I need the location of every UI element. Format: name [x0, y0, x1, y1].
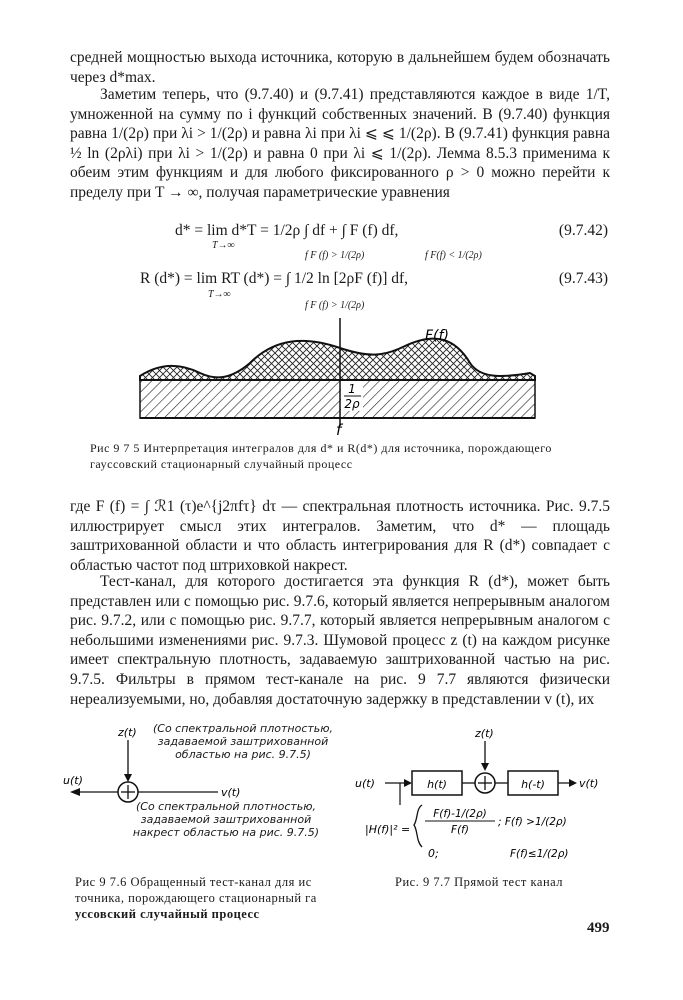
equation-42-number: (9.7.42): [558, 222, 608, 239]
equation-42-range-2: f F(f) < 1/(2ρ): [425, 250, 482, 261]
paragraph-4: Тест-канал, для которого достигается эта функция R (d*), может быть представлен или с помощью рис. 9.7.6, который является непрерывным аналогом рис. 9.7.2, или с помощью рис. 9.7.7, который является непрерывным аналогом с небольшими изменениями рис. 9.7.3. Шумовой процесс z (t) на каждом рисунке имеет спектральную плотность, задаваемую заштрихованной частью на рис. 9.7.5. Фильтры в прямом тест-канале на рис. 9 7.7 являются физически нереализуемыми, но, добавляя достаточную задержку в представлении v (t), их: [70, 573, 610, 708]
figure-9-7-7: [350, 725, 620, 865]
filter-h-reverse-label: h(-t): [521, 778, 545, 791]
equation-43-body: R (d*) = lim RT (d*) = ∫ 1/2 ln [2ρF (f)] df,: [140, 270, 409, 287]
level-label-numerator: 1: [348, 382, 356, 396]
case-1-denominator: F(f): [451, 824, 469, 836]
figure-9-7-6-caption-line-3: уссовский случайный процесс: [75, 907, 260, 921]
figure-9-7-5-caption: Рис 9 7 5 Интерпретация интегралов для d* и R(d*) для источника, порождающего гауссовский стационарный случайный процесс: [90, 441, 552, 471]
figure-9-7-6-caption-line-1: Рис 9 7.6 Обращенный тест-канал для ис: [75, 875, 312, 889]
curve-label: F(f): [425, 328, 449, 344]
equation-42-body: d* = lim d*T = 1/2ρ ∫ df + ∫ F (f) df,: [175, 222, 399, 239]
hatched-region: [140, 380, 535, 418]
paragraph-2: Заметим теперь, что (9.7.40) и (9.7.41) представляются каждое в виде 1/T, умноженной на сумму по i функций собственных значений. В (9.7.40) функция равна 1/(2ρ) при λi > 1/(2ρ) и равна λi при λi ⩽ ⩽ 1/(2ρ). В (9.7.41) функция равна ½ ln (2ρλi) при λi > 1/(2ρ) и равна 0 при λi ⩽ 1/(2ρ). Лемма 8.5.3 применима к обеим этим функциям и для любого фиксированного ρ > 0 можно перейти к пределу при T → ∞, получая параметрические уравнения: [70, 86, 610, 201]
figure-9-7-6-caption: [75, 874, 365, 922]
case-1-numerator: F(f)-1/(2ρ): [433, 808, 487, 820]
output-label: u(t): [63, 774, 83, 787]
input-label: v(t): [221, 786, 241, 799]
figure-9-7-5: [135, 318, 545, 438]
paragraph-3: где F (f) = ∫ ℛ1 (τ)e^{j2πfτ} dτ — спектральная плотность источника. Рис. 9.7.5 иллюстрирует смысл этих интегралов. Заметим, что d* — площадь заштрихованной области и что область интегрирования для R (d*) совпадает с областью частот под штриховкой накрест.: [70, 498, 610, 574]
cross-hatched-region: [140, 339, 535, 380]
noise-note-top: (Со спектральной плотностью, задаваемой заштрихованной областью на рис. 9.7.5): [152, 722, 334, 761]
noise-label-2: z(t): [475, 727, 494, 740]
axis-label: f: [336, 421, 342, 438]
figure-9-7-7-caption: Рис. 9 7.7 Прямой тест канал: [395, 875, 564, 889]
transfer-lhs: |H(f)|² =: [365, 823, 411, 836]
input-label-2: u(t): [355, 777, 375, 790]
equation-43-limit: T→∞: [208, 289, 231, 300]
equation-43-number: (9.7.43): [558, 270, 608, 287]
figure-9-7-6-caption-line-2: точника, порождающего стационарный га: [75, 891, 317, 905]
equation-9-7-43: [140, 270, 408, 288]
equation-42-range-1: f F (f) > 1/(2ρ): [305, 250, 365, 261]
output-label-2: v(t): [579, 777, 599, 790]
case-1-condition: ; F(f) >1/(2ρ): [498, 816, 567, 828]
case-2-condition: F(f)≤1/(2ρ): [510, 848, 569, 860]
page-number: 499: [587, 920, 610, 936]
case-2-value: 0;: [428, 847, 439, 860]
figure-9-7-6: [58, 722, 348, 862]
noise-label: z(t): [118, 726, 137, 739]
equation-42-limit: T→∞: [212, 240, 235, 251]
noise-note-bottom: (Со спектральной плотностью, задаваемой заштрихованной накрест областью на рис. 9.7.5): [132, 800, 320, 839]
filter-h-label: h(t): [427, 778, 447, 791]
paragraph-1: средней мощностью выхода источника, которую в дальнейшем будем обозначать через d*max.: [70, 49, 610, 86]
equation-9-7-42: [175, 222, 398, 240]
level-label-denominator: 2ρ: [344, 397, 360, 411]
equation-43-range: f F (f) > 1/(2ρ): [305, 300, 365, 311]
